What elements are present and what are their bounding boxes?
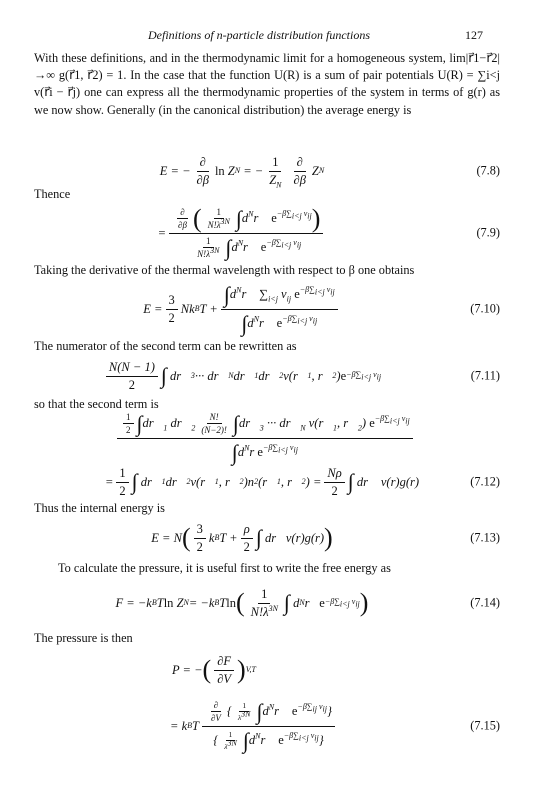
equation-7-10 [34,282,500,336]
paragraph-7: The pressure is then [34,631,133,645]
equation-number: (7.13) [470,530,500,545]
equation-body: = k B T $\frac{\partial}{\partial V}$ { $\frac{1}{\lambda^{3N}}$ $\int d^Nr⃗$ $e^{-\beta\sum_{ij} v_{ij}}$} { $\frac{1}{\lambda^{3N}}$ $\int d^Nr⃗$ $e^{-\beta\sum_{i<j} v_{ij}}$} [34,694,450,758]
equation-body: $\frac{N(N - 1)}{2}$ ∫ dr⃗ 3 ··· dr⃗ N dr⃗ 1 dr⃗ 2 v(r⃗ 1 , r⃗ 2 ) e $-\beta\sum_{i<j}$ $v_{ij}$ [34,354,450,398]
equation-number: (7.9) [476,225,500,240]
equation-second-term [34,410,500,465]
equation-body: $\frac{1}{2}$ $\int dr⃗_1$ $dr⃗_2$ $\frac{N!}{(N-2)!}$ $\int dr⃗_3$ ··· $dr⃗_N$ $v(r⃗_1$, $r⃗_2$) $e^{-\beta\sum_{i<j} v_{ij}}$ $\int d^Nr$ $e^{-\beta\sum_{i<j} v_{ij}}$ [34,414,500,462]
equation-7-14 [34,580,500,626]
equation-body: E = $\frac{3}{2}$ Nk B T + $\frac{\int d^Nr⃗ \sum_{i<j} v_{ij} e^{-\beta\sum_{i<j} v_{ij}}}{\int d^Nr⃗ e^{-\beta\sum_{i<j} v_{ij}}}$ [34,282,450,336]
paragraph-2: Taking the derivative of the thermal wavelength with respect to β one obtains [34,263,415,277]
equation-number: (7.14) [470,595,500,610]
paragraph-thence: Thence [34,187,71,201]
paragraph-1: With these definitions, and in the thermodynamic limit for a homogeneous system, lim|r⃗1−r⃗2|→∞ g(r⃗1, r⃗2) = 1. In the case that the function U(R) is a sum of pair potentials U(R) = ∑i<j v(r⃗i − r⃗j) one can express all the thermodynamic properties of the system in terms of g(r) as we now show. Generally (in the canonical distribution) the average energy is [34,51,500,117]
equation-number: (7.15) [470,718,500,733]
equation-pressure [34,646,500,694]
equation-number: (7.10) [470,301,500,316]
equation-7-15 [34,694,500,758]
equation-body: = $\frac{1}{2}$ ∫ dr⃗ 1 dr⃗ 2 v(r⃗ 1 , r⃗ 2 )n 2 (r⃗ 1 , r⃗ 2 ) = $\frac{N\rho}{2}$ ∫ dr⃗ v(r)g(r) [104,465,420,498]
paragraph-3: The numerator of the second term can be rewritten as [34,339,297,353]
equation-body: P = − ( $\frac{\partial F}{\partial V}$ ) V,T [172,653,256,686]
paragraph-4: so that the second term is [34,397,159,411]
equation-number: (7.12) [470,474,500,489]
equation-7-12 [34,460,500,504]
equation-7-13 [34,516,500,560]
equation-body: F = −k B T ln Z N = −k B T ln ( $\frac{1}{N!\lambda^{3N}}$ ∫ d N r⃗ e $-\beta\sum_{i<j}$ $v_{ij}$ ) [115,586,369,619]
equation-body: E = N ( $\frac{3}{2}$ k B T + $\frac{\rho}{2}$ ∫ dr⃗v(r)g(r) ) [151,521,333,554]
equation-body: E = − $\frac{\partial}{\partial\beta}$ ln Z N = − $\frac{1}{Z_N}$ $\frac{\partial}{\partial\beta}$ Z N [159,154,325,189]
equation-body: = $\frac{\partial}{\partial\beta}$ ( $\frac{1}{N!\lambda^{3N}}$ $\int d^Nr⃗$ $e^{-\beta\sum_{i<j} v_{ij}}$) $\frac{1}{N!\lambda^{3N}}$ $\int d^Nr⃗$ $e^{-\beta\sum_{i<j} v_{ij}}$ [34,204,450,262]
equation-number: (7.8) [476,163,500,178]
page-number: 127 [465,28,483,42]
equation-number: (7.11) [470,368,500,383]
paragraph-5: Thus the internal energy is [34,501,165,515]
chapter-title: Definitions of n-particle distribution functions [148,28,370,42]
paragraph-6: To calculate the pressure, it is useful first to write the free energy as [58,561,391,575]
equation-7-9 [34,204,500,262]
equation-7-11 [34,354,500,398]
